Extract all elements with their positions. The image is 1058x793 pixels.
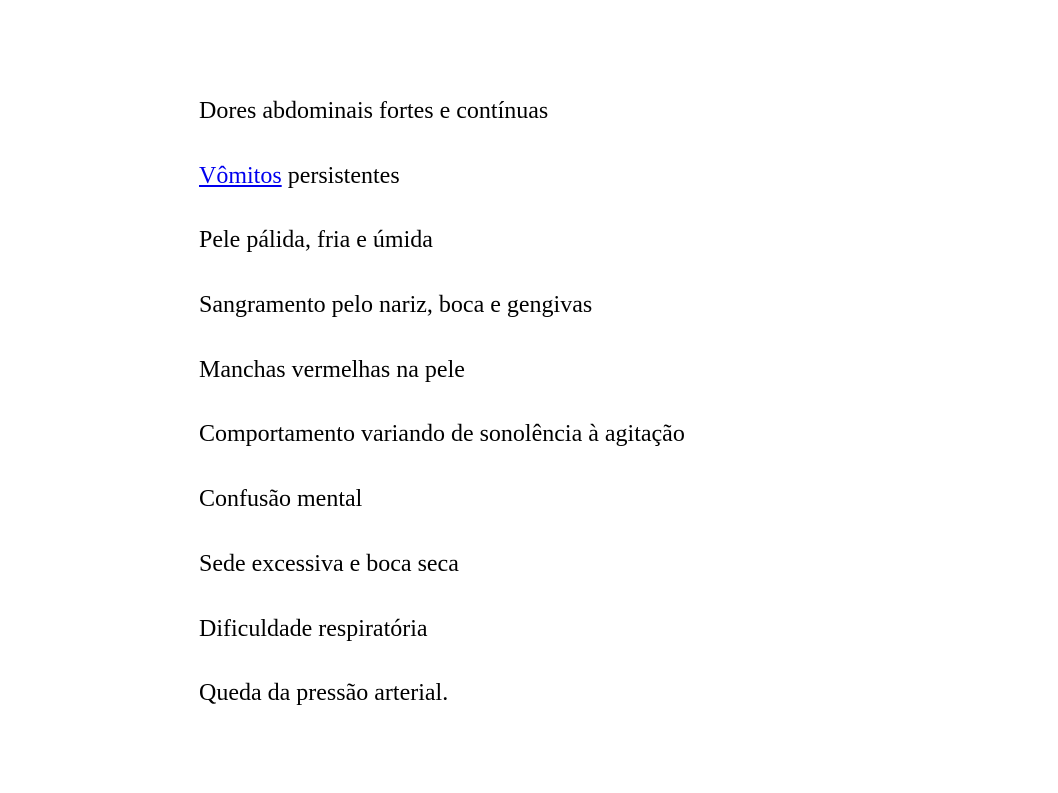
vomiting-rest-text: persistentes	[281, 162, 400, 189]
symptom-list	[199, 95, 685, 742]
symptom-item-behavior-change: Comportamento variando de sonolência à agitação	[199, 421, 685, 448]
symptom-item-vomiting	[199, 160, 685, 192]
symptom-item-bleeding: Sangramento pelo nariz, boca e gengivas	[199, 292, 593, 319]
symptom-item-mental-confusion: Confusão mental	[199, 486, 363, 513]
symptom-item-red-spots: Manchas vermelhas na pele	[199, 356, 465, 383]
symptom-item-breathing-difficulty: Dificuldade respiratória	[199, 615, 428, 642]
symptom-item-abdominal-pain: Dores abdominais fortes e contínuas	[199, 98, 549, 124]
vomiting-link[interactable]: Vômitos	[199, 162, 282, 189]
symptom-item-excessive-thirst: Sede excessiva e boca seca	[199, 550, 459, 577]
symptom-item-blood-pressure-drop: Queda da pressão arterial.	[199, 680, 449, 707]
symptom-item-pale-skin: Pele pálida, fria e úmida	[199, 227, 433, 254]
